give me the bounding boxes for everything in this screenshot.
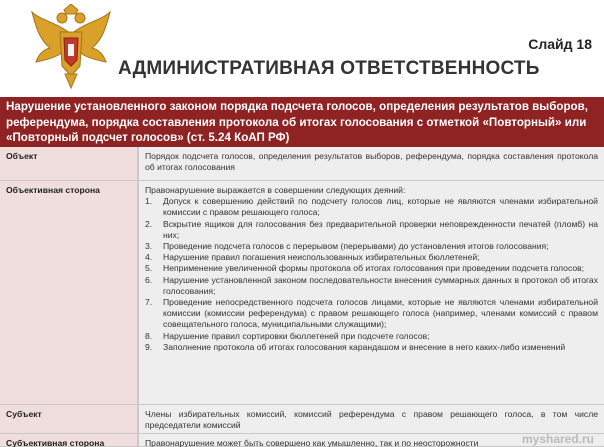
list-item: 8. Нарушение правил сортировки бюллетеней при подсчете голосов; <box>145 330 430 341</box>
table-row-object <box>0 147 604 181</box>
list-item: 3. Проведение подсчета голосов с перерывом (перерывами) до установления итогов голосования; <box>145 241 549 252</box>
row-content: Правонарушение может быть совершено как умышленно, так и по неосторожности <box>139 434 604 446</box>
row-content: Порядок подсчета голосов, определения результатов выборов, референдума, порядка составления протокола об итогах голосования <box>139 147 604 180</box>
row-label: Субъективная сторона <box>0 434 137 446</box>
slide-number: Слайд 18 <box>528 36 592 52</box>
section-banner: Нарушение установленного законом порядка подсчета голосов, определения результатов выборов, референдума, порядка составления протокола об итогах голосования с отметкой «Повторный» или «Повторный подсчет голосов» (ст. 5.24 КоАП РФ) <box>0 97 604 147</box>
row-label: Объективная сторона <box>0 181 137 404</box>
list-item: 6. Нарушение установленной законом последовательности внесения суммарных данных в протокол об итогах голосования; <box>145 274 598 296</box>
row-label: Объект <box>0 147 137 180</box>
watermark: myshared.ru <box>521 432 594 446</box>
list-item: 7. Проведение непосредственного подсчета голосов лицами, которые не являются членами избирательной комиссии (комиссии референдума) с правом решающего голоса (например, членами комиссий с правом совещательного голоса, муниципальными служащими); <box>145 297 598 330</box>
list-item: 9. Заполнение протокола об итогах голосования карандашом и внесение в него каких-либо изменений <box>145 341 566 352</box>
coat-of-arms-icon <box>30 4 112 90</box>
intro-text: Правонарушение выражается в совершении следующих деяний: <box>145 185 406 195</box>
table-row-subject <box>0 405 604 434</box>
list-item: 4. Нарушение правил погашения неиспользованных избирательных бюллетеней; <box>145 252 480 263</box>
list-item: 1. Допуск к совершению действий по подсчету голосов лиц, которые не являются членами избирательной комиссии с правом решающего голоса; <box>145 196 598 218</box>
slide-header <box>0 0 604 95</box>
list-item: 5. Неприменение увеличенной формы протокола об итогах голосования при проведении подсчета голосов; <box>145 263 585 274</box>
row-content: Члены избирательных комиссий, комиссий референдума с правом решающего голоса, в том числе председатели комиссий <box>139 405 604 433</box>
row-content <box>139 181 604 404</box>
table-row-objective-side <box>0 181 604 405</box>
info-table <box>0 147 604 447</box>
page-title: АДМИНИСТРАТИВНАЯ ОТВЕТСТВЕННОСТЬ <box>118 58 540 79</box>
row-label: Субъект <box>0 405 137 433</box>
table-row-subjective-side <box>0 434 604 447</box>
list-item: 2. Вскрытие ящиков для голосования без предварительной проверки неповрежденности печатей (пломб) на них; <box>145 218 598 240</box>
violations-list <box>145 196 598 353</box>
